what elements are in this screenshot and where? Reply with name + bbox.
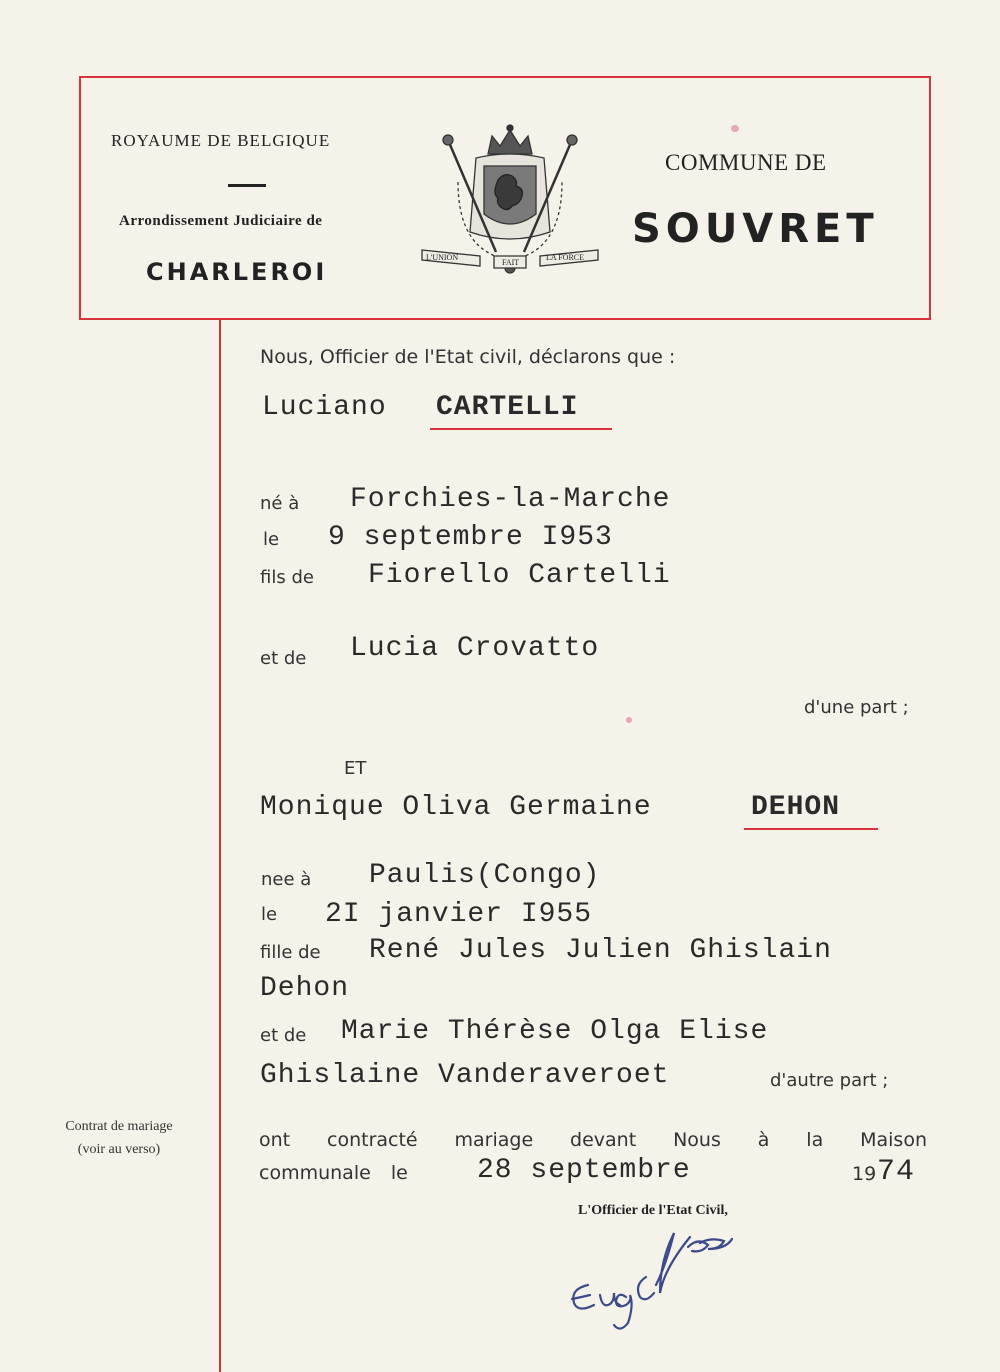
signature-title: L'Officier de l'Etat Civil,: [578, 1203, 728, 1218]
bride-name-underline: [744, 828, 878, 830]
marriage-date: 28 septembre: [477, 1155, 691, 1186]
motto-mid: FAIT: [502, 258, 520, 267]
groom-birthplace: Forchies-la-Marche: [350, 484, 671, 515]
bride-mother-line1: Marie Thérèse Olga Elise: [341, 1016, 769, 1047]
bride-birthplace: Paulis(Congo): [369, 860, 601, 891]
bride-father-line2: Dehon: [260, 973, 350, 1004]
bride-first-names: Monique Oliva Germaine: [260, 792, 652, 823]
bride-date-label: le: [261, 904, 278, 925]
marriage-word: mariage: [454, 1129, 534, 1151]
bride-part: d'autre part ;: [770, 1070, 889, 1091]
groom-mother-label: et de: [260, 648, 307, 669]
bride-born-label: nee à: [261, 869, 312, 890]
arrondissement-label: Arrondissement Judiciaire de: [119, 213, 323, 229]
header-divider: [228, 184, 266, 187]
groom-mother: Lucia Crovatto: [350, 633, 600, 664]
handwritten-signature-icon: [560, 1215, 760, 1335]
marriage-year-prefix: 19: [852, 1163, 877, 1185]
groom-father: Fiorello Cartelli: [368, 560, 671, 591]
groom-name-underline: [430, 428, 612, 430]
groom-father-label: fils de: [260, 567, 314, 588]
groom-last-name: CARTELLI: [436, 392, 579, 423]
kingdom-title: ROYAUME DE BELGIQUE: [111, 131, 331, 150]
contract-note-line1: Contrat de mariage: [65, 1119, 173, 1134]
groom-first-name: Luciano: [262, 392, 387, 423]
motto-right: LA FORCE: [546, 253, 585, 262]
bride-birthdate: 2I janvier I955: [325, 899, 593, 930]
contract-note-line2: (voir au verso): [77, 1142, 161, 1157]
belgian-coat-of-arms-icon: [418, 122, 602, 284]
groom-date-label: le: [263, 529, 280, 550]
marriage-line2-prefix: communale le: [259, 1162, 408, 1184]
bride-mother-label: et de: [260, 1025, 307, 1046]
bride-last-name: DEHON: [751, 792, 841, 823]
groom-birthdate: 9 septembre I953: [328, 522, 613, 553]
marriage-word: Nous: [673, 1129, 721, 1151]
motto-left: L'UNION: [426, 253, 459, 262]
marriage-year-suffix: 74: [877, 1155, 916, 1189]
marriage-word: contracté: [327, 1129, 418, 1151]
margin-line: [219, 320, 221, 1372]
bride-father-line1: René Jules Julien Ghislain: [369, 935, 832, 966]
intro-text: Nous, Officier de l'Etat civil, déclarons que :: [260, 346, 676, 368]
marriage-word: à: [757, 1129, 770, 1151]
groom-part: d'une part ;: [804, 697, 909, 718]
commune-label: COMMUNE DE: [665, 150, 827, 175]
marriage-word: ont: [259, 1129, 291, 1151]
paper-spot: [626, 717, 632, 723]
groom-born-label: né à: [260, 493, 300, 514]
and-label: ET: [344, 758, 367, 779]
marriage-word: la: [806, 1129, 824, 1151]
commune-name: SOUVRET: [632, 206, 879, 252]
marriage-word: devant: [570, 1129, 637, 1151]
bride-mother-line2: Ghislaine Vanderaveroet: [260, 1060, 670, 1091]
marriage-word: Maison: [860, 1129, 927, 1151]
city-name: CHARLEROI: [146, 258, 328, 286]
bride-father-label: fille de: [260, 942, 321, 963]
marriage-line1: [259, 1129, 927, 1151]
paper-spot: [731, 125, 739, 132]
